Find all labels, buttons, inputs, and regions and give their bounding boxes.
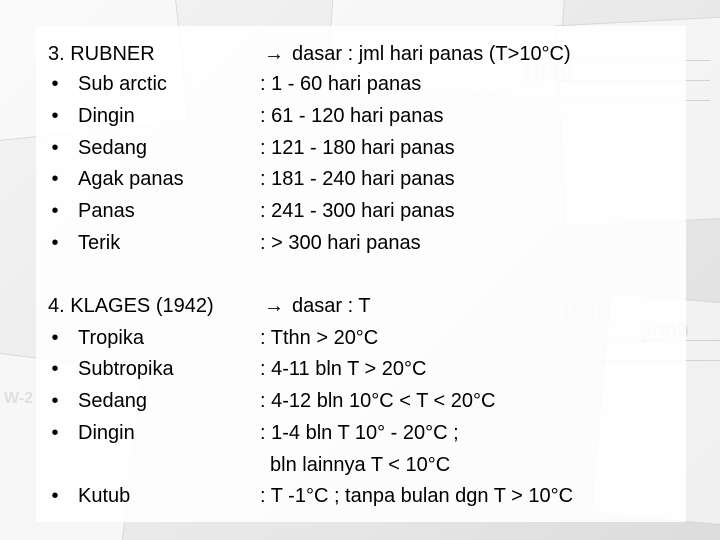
item-value: : > 300 hari panas — [260, 232, 421, 254]
bullet-icon: • — [51, 137, 59, 159]
item-value: : 121 - 180 hari panas — [260, 137, 455, 159]
item-label: Dingin — [78, 422, 135, 444]
bullet-icon: • — [51, 358, 59, 380]
bullet-icon: • — [51, 105, 59, 127]
item-label: Kutub — [78, 485, 131, 507]
bullet-icon: • — [51, 422, 59, 444]
item-label: Terik — [78, 232, 121, 254]
bullet-icon: • — [51, 485, 59, 507]
item-label: Sedang — [78, 390, 147, 412]
section-title: 3. RUBNER — [48, 43, 155, 65]
item-label: Dingin — [78, 105, 135, 127]
content-panel — [36, 26, 686, 522]
item-value: : 4-11 bln T > 20°C — [260, 358, 427, 380]
item-label: Tropika — [78, 327, 144, 349]
bullet-icon: • — [51, 200, 59, 222]
bullet-icon: • — [51, 232, 59, 254]
section-basis — [264, 292, 371, 320]
bullet-icon: • — [51, 73, 59, 95]
basis-text: dasar : T — [292, 295, 371, 317]
item-value: : 4-12 bln 10°C < T < 20°C — [260, 390, 496, 412]
item-label: Sedang — [78, 137, 147, 159]
item-value: : T -1°C ; tanpa bulan dgn T > 10°C — [260, 485, 574, 507]
section-title: 4. KLAGES (1942) — [48, 295, 214, 317]
item-label: Agak panas — [78, 168, 184, 190]
section-basis — [264, 40, 571, 68]
item-value: : Tthn > 20°C — [260, 327, 379, 349]
basis-text: dasar : jml hari panas (T>10°C) — [292, 43, 571, 65]
arrow-right-icon: → — [264, 295, 284, 317]
item-label: Subtropika — [78, 358, 174, 380]
item-value: : 61 - 120 hari panas — [260, 105, 444, 127]
form-number-4: W-2 — [4, 390, 34, 407]
bullet-icon: • — [51, 168, 59, 190]
bullet-icon: • — [51, 327, 59, 349]
item-label: Panas — [78, 200, 135, 222]
item-label: Sub arctic — [78, 73, 167, 95]
item-value: : 241 - 300 hari panas — [260, 200, 455, 222]
bullet-icon: • — [51, 390, 59, 412]
arrow-right-icon: → — [264, 43, 284, 65]
item-value: : 1 - 60 hari panas — [260, 73, 422, 95]
item-value: : 181 - 240 hari panas — [260, 168, 455, 190]
item-value: : 1-4 bln T 10° - 20°C ; — [260, 422, 459, 444]
item-value-continued: bln lainnya T < 10°C — [270, 454, 451, 476]
